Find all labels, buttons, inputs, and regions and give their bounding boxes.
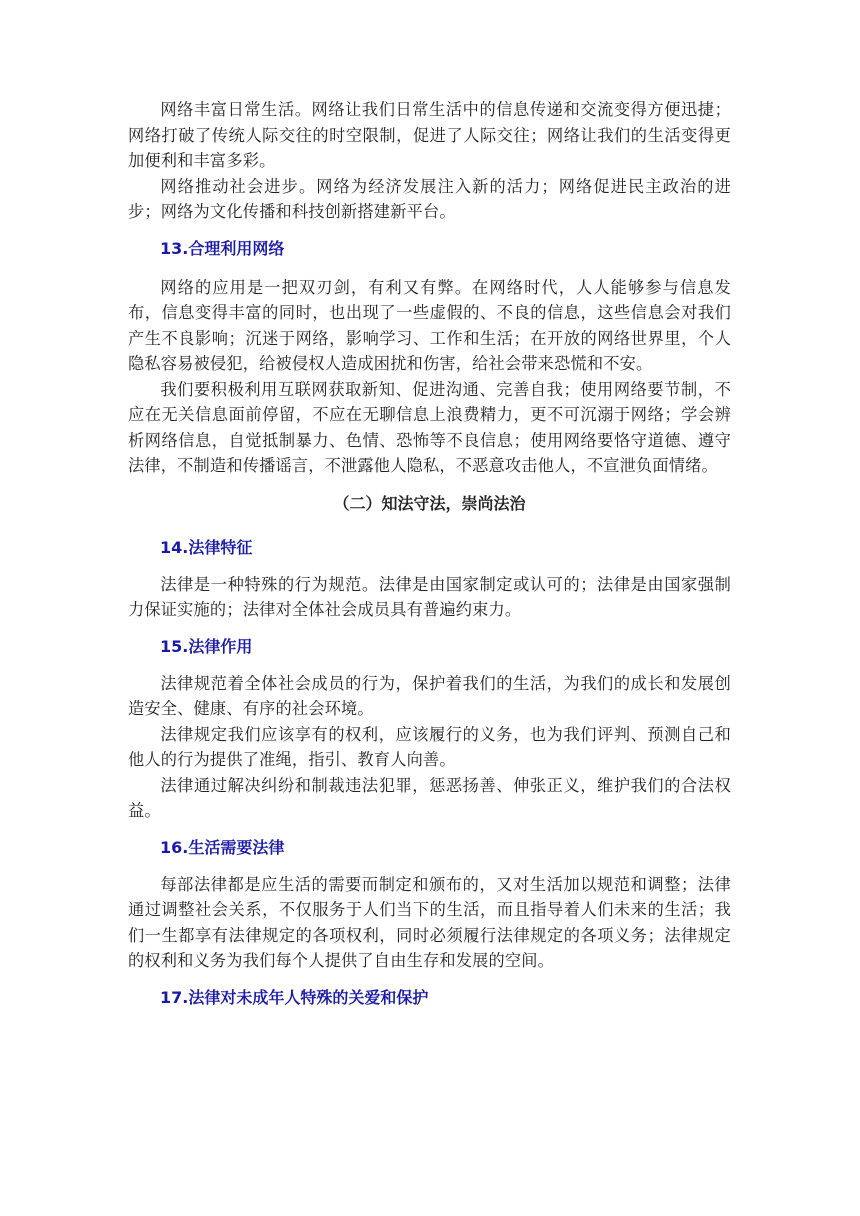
paragraph: 法律规定我们应该享有的权利，应该履行的义务，也为我们评判、预测自己和他人的行为提供了准绳，指引、教育人向善。 — [128, 724, 731, 769]
paragraph: 我们要积极利用互联网获取新知、促进沟通、完善自我；使用网络要节制，不应在无关信息面前停留，不应在无聊信息上浪费精力，更不可沉溺于网络；学会辨析网络信息，自觉抵制暴力、色情、恐怖等不良信息；使用网络要恪守道德、遵守法律，不制造和传播谣言，不泄露他人隐私，不恶意攻击他人，不宣泄负面情绪。 — [128, 379, 731, 475]
paragraph: 法律规范着全体社会成员的行为，保护着我们的生活，为我们的成长和发展创造安全、健康、有序的社会环境。 — [128, 673, 731, 718]
heading-17: 17.法律对未成年人特殊的关爱和保护 — [160, 987, 429, 1007]
paragraph: 每部法律都是应生活的需要而制定和颁布的，又对生活加以规范和调整；法律通过调整社会关系，不仅服务于人们当下的生活，而且指导着人们未来的生活；我们一生都享有法律规定的各项权利，同时必须履行法律规定的各项义务；法律规定的权利和义务为我们每个人提供了自由生存和发展的空间。 — [128, 874, 731, 970]
paragraph: 网络的应用是一把双刃剑，有利又有弊。在网络时代，人人能够参与信息发布，信息变得丰富的同时，也出现了一些虚假的、不良的信息，这些信息会对我们产生不良影响；沉迷于网络，影响学习、工作和生活；在开放的网络世界里，个人隐私容易被侵犯，给被侵权人造成困扰和伤害，给社会带来恐慌和不安。 — [128, 277, 731, 373]
paragraph: 网络推动社会进步。网络为经济发展注入新的活力；网络促进民主政治的进步；网络为文化传播和科技创新搭建新平台。 — [128, 176, 731, 221]
paragraph: 法律是一种特殊的行为规范。法律是由国家制定或认可的；法律是由国家强制力保证实施的；法律对全体社会成员具有普遍约束力。 — [128, 574, 731, 619]
document-page — [128, 97, 731, 1010]
heading-16: 16.生活需要法律 — [160, 837, 285, 857]
heading-15: 15.法律作用 — [160, 636, 253, 656]
heading-13: 13.合理利用网络 — [160, 238, 285, 258]
heading-14: 14.法律特征 — [160, 537, 253, 557]
paragraph: 法律通过解决纠纷和制裁违法犯罪，惩恶扬善、伸张正义，维护我们的合法权益。 — [128, 775, 731, 820]
paragraph: 网络丰富日常生活。网络让我们日常生活中的信息传递和交流变得方便迅捷；网络打破了传统人际交往的时空限制，促进了人际交往；网络让我们的生活变得更加便利和丰富多彩。 — [128, 100, 731, 170]
section-title: （二）知法守法，崇尚法治 — [333, 493, 526, 513]
